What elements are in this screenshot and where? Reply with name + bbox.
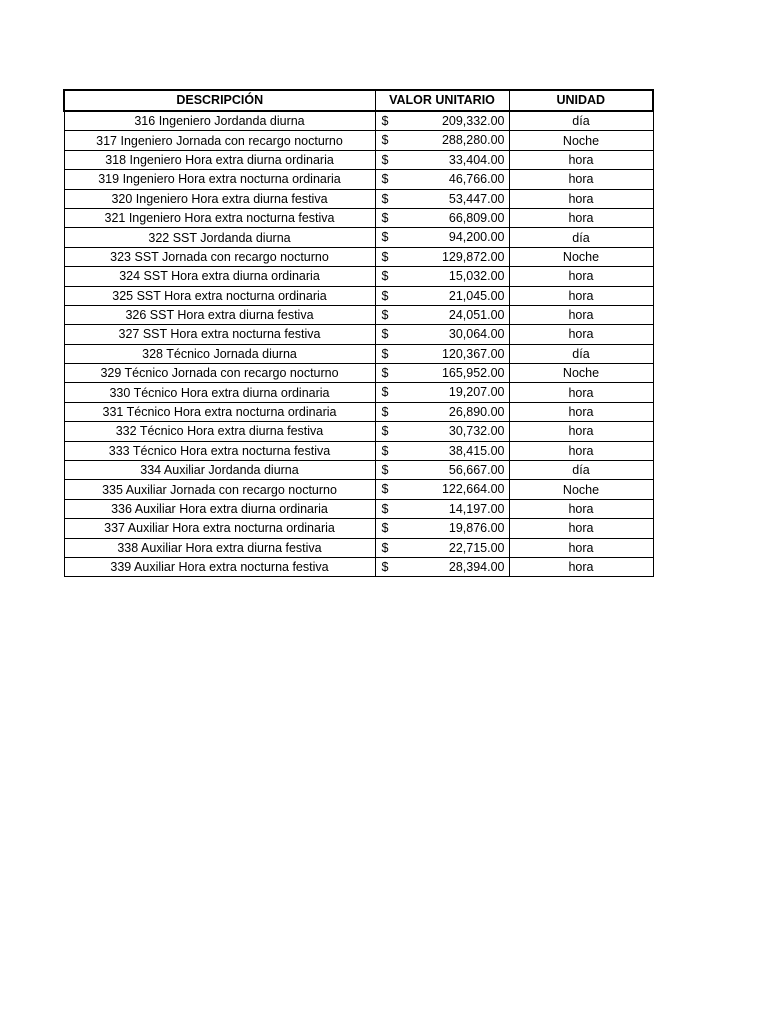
- row-unit: Noche: [509, 364, 653, 383]
- header-row: [64, 90, 653, 111]
- table-row: [64, 286, 653, 305]
- row-unit: hora: [509, 170, 653, 189]
- row-value-cell: [375, 111, 509, 131]
- table-row: [64, 461, 653, 480]
- table-row: [64, 422, 653, 441]
- currency-symbol: $: [381, 424, 389, 439]
- currency-symbol: $: [381, 133, 389, 148]
- row-amount: 15,032.00: [448, 269, 505, 284]
- row-value-cell: [375, 189, 509, 208]
- currency-symbol: $: [381, 327, 389, 342]
- row-description: 328 Técnico Jornada diurna: [64, 344, 375, 363]
- currency-symbol: $: [381, 230, 389, 245]
- row-unit: hora: [509, 305, 653, 324]
- row-value-cell: [375, 305, 509, 324]
- row-amount: 14,197.00: [448, 501, 505, 516]
- table-row: [64, 305, 653, 324]
- currency-symbol: $: [381, 172, 389, 187]
- row-unit: hora: [509, 208, 653, 227]
- row-value-cell: [375, 499, 509, 518]
- currency-symbol: $: [381, 307, 389, 322]
- currency-symbol: $: [381, 191, 389, 206]
- row-amount: 94,200.00: [448, 230, 505, 245]
- currency-symbol: $: [381, 366, 389, 381]
- rates-sheet: [63, 89, 652, 577]
- row-unit: hora: [509, 267, 653, 286]
- row-amount: 38,415.00: [448, 443, 505, 458]
- row-amount: 66,809.00: [448, 210, 505, 225]
- currency-symbol: $: [381, 501, 389, 516]
- table-row: [64, 480, 653, 499]
- row-amount: 56,667.00: [448, 463, 505, 478]
- table-row: [64, 441, 653, 460]
- row-description: 330 Técnico Hora extra diurna ordinaria: [64, 383, 375, 402]
- header-unit: UNIDAD: [509, 90, 653, 111]
- row-amount: 19,207.00: [448, 385, 505, 400]
- row-description: 316 Ingeniero Jordanda diurna: [64, 111, 375, 131]
- table-row: [64, 557, 653, 576]
- table-row: [64, 228, 653, 247]
- currency-symbol: $: [381, 559, 389, 574]
- row-value-cell: [375, 383, 509, 402]
- row-unit: hora: [509, 383, 653, 402]
- currency-symbol: $: [381, 482, 389, 497]
- row-value-cell: [375, 150, 509, 169]
- row-amount: 129,872.00: [441, 249, 505, 264]
- row-value-cell: [375, 131, 509, 150]
- row-description: 323 SST Jornada con recargo nocturno: [64, 247, 375, 266]
- row-unit: día: [509, 228, 653, 247]
- row-unit: hora: [509, 538, 653, 557]
- row-amount: 22,715.00: [448, 540, 505, 555]
- row-description: 335 Auxiliar Jornada con recargo nocturno: [64, 480, 375, 499]
- row-amount: 165,952.00: [441, 366, 505, 381]
- row-unit: Noche: [509, 247, 653, 266]
- row-unit: hora: [509, 325, 653, 344]
- currency-symbol: $: [381, 443, 389, 458]
- table-row: [64, 189, 653, 208]
- currency-symbol: $: [381, 210, 389, 225]
- currency-symbol: $: [381, 114, 389, 128]
- table-row: [64, 325, 653, 344]
- row-amount: 122,664.00: [441, 482, 505, 497]
- table-row: [64, 267, 653, 286]
- table-row: [64, 499, 653, 518]
- row-value-cell: [375, 364, 509, 383]
- row-description: 325 SST Hora extra nocturna ordinaria: [64, 286, 375, 305]
- row-amount: 53,447.00: [448, 191, 505, 206]
- currency-symbol: $: [381, 521, 389, 536]
- row-unit: hora: [509, 402, 653, 421]
- table-row: [64, 383, 653, 402]
- row-amount: 21,045.00: [448, 288, 505, 303]
- row-unit: hora: [509, 499, 653, 518]
- currency-symbol: $: [381, 346, 389, 361]
- row-value-cell: [375, 441, 509, 460]
- row-value-cell: [375, 480, 509, 499]
- table-row: [64, 364, 653, 383]
- row-unit: hora: [509, 557, 653, 576]
- row-unit: hora: [509, 519, 653, 538]
- row-amount: 46,766.00: [448, 172, 505, 187]
- row-description: 321 Ingeniero Hora extra nocturna festiva: [64, 208, 375, 227]
- row-value-cell: [375, 344, 509, 363]
- table-row: [64, 344, 653, 363]
- row-amount: 120,367.00: [441, 346, 505, 361]
- rates-table: [63, 89, 654, 577]
- row-unit: hora: [509, 189, 653, 208]
- row-value-cell: [375, 519, 509, 538]
- row-description: 320 Ingeniero Hora extra diurna festiva: [64, 189, 375, 208]
- table-row: [64, 111, 653, 131]
- row-description: 338 Auxiliar Hora extra diurna festiva: [64, 538, 375, 557]
- row-description: 337 Auxiliar Hora extra nocturna ordinaria: [64, 519, 375, 538]
- currency-symbol: $: [381, 404, 389, 419]
- row-amount: 33,404.00: [448, 152, 505, 167]
- table-body: [64, 111, 653, 577]
- row-description: 319 Ingeniero Hora extra nocturna ordinaria: [64, 170, 375, 189]
- row-unit: hora: [509, 422, 653, 441]
- row-value-cell: [375, 325, 509, 344]
- row-unit: día: [509, 344, 653, 363]
- row-value-cell: [375, 247, 509, 266]
- row-value-cell: [375, 461, 509, 480]
- row-description: 332 Técnico Hora extra diurna festiva: [64, 422, 375, 441]
- row-amount: 19,876.00: [448, 521, 505, 536]
- table-header: [64, 90, 653, 111]
- currency-symbol: $: [381, 249, 389, 264]
- row-unit: hora: [509, 441, 653, 460]
- row-description: 326 SST Hora extra diurna festiva: [64, 305, 375, 324]
- table-row: [64, 208, 653, 227]
- row-description: 327 SST Hora extra nocturna festiva: [64, 325, 375, 344]
- table-row: [64, 538, 653, 557]
- header-unit-value: VALOR UNITARIO: [375, 90, 509, 111]
- table-row: [64, 519, 653, 538]
- currency-symbol: $: [381, 463, 389, 478]
- currency-symbol: $: [381, 269, 389, 284]
- row-description: 317 Ingeniero Jornada con recargo nocturno: [64, 131, 375, 150]
- row-description: 339 Auxiliar Hora extra nocturna festiva: [64, 557, 375, 576]
- row-description: 333 Técnico Hora extra nocturna festiva: [64, 441, 375, 460]
- row-value-cell: [375, 228, 509, 247]
- row-amount: 24,051.00: [448, 307, 505, 322]
- currency-symbol: $: [381, 152, 389, 167]
- currency-symbol: $: [381, 540, 389, 555]
- row-description: 324 SST Hora extra diurna ordinaria: [64, 267, 375, 286]
- row-value-cell: [375, 538, 509, 557]
- row-description: 331 Técnico Hora extra nocturna ordinaria: [64, 402, 375, 421]
- row-value-cell: [375, 170, 509, 189]
- row-amount: 209,332.00: [441, 114, 505, 128]
- row-description: 329 Técnico Jornada con recargo nocturno: [64, 364, 375, 383]
- table-row: [64, 131, 653, 150]
- row-description: 318 Ingeniero Hora extra diurna ordinaria: [64, 150, 375, 169]
- row-value-cell: [375, 557, 509, 576]
- table-row: [64, 170, 653, 189]
- row-unit: hora: [509, 286, 653, 305]
- row-amount: 26,890.00: [448, 404, 505, 419]
- row-value-cell: [375, 267, 509, 286]
- row-amount: 288,280.00: [441, 133, 505, 148]
- table-row: [64, 402, 653, 421]
- row-description: 334 Auxiliar Jordanda diurna: [64, 461, 375, 480]
- row-value-cell: [375, 286, 509, 305]
- row-amount: 30,732.00: [448, 424, 505, 439]
- row-description: 322 SST Jordanda diurna: [64, 228, 375, 247]
- row-unit: día: [509, 461, 653, 480]
- header-description: DESCRIPCIÓN: [64, 90, 375, 111]
- currency-symbol: $: [381, 288, 389, 303]
- row-description: 336 Auxiliar Hora extra diurna ordinaria: [64, 499, 375, 518]
- currency-symbol: $: [381, 385, 389, 400]
- row-value-cell: [375, 422, 509, 441]
- table-row: [64, 150, 653, 169]
- row-value-cell: [375, 208, 509, 227]
- row-unit: día: [509, 111, 653, 131]
- row-amount: 28,394.00: [448, 559, 505, 574]
- table-row: [64, 247, 653, 266]
- row-unit: hora: [509, 150, 653, 169]
- row-unit: Noche: [509, 131, 653, 150]
- row-amount: 30,064.00: [448, 327, 505, 342]
- row-unit: Noche: [509, 480, 653, 499]
- row-value-cell: [375, 402, 509, 421]
